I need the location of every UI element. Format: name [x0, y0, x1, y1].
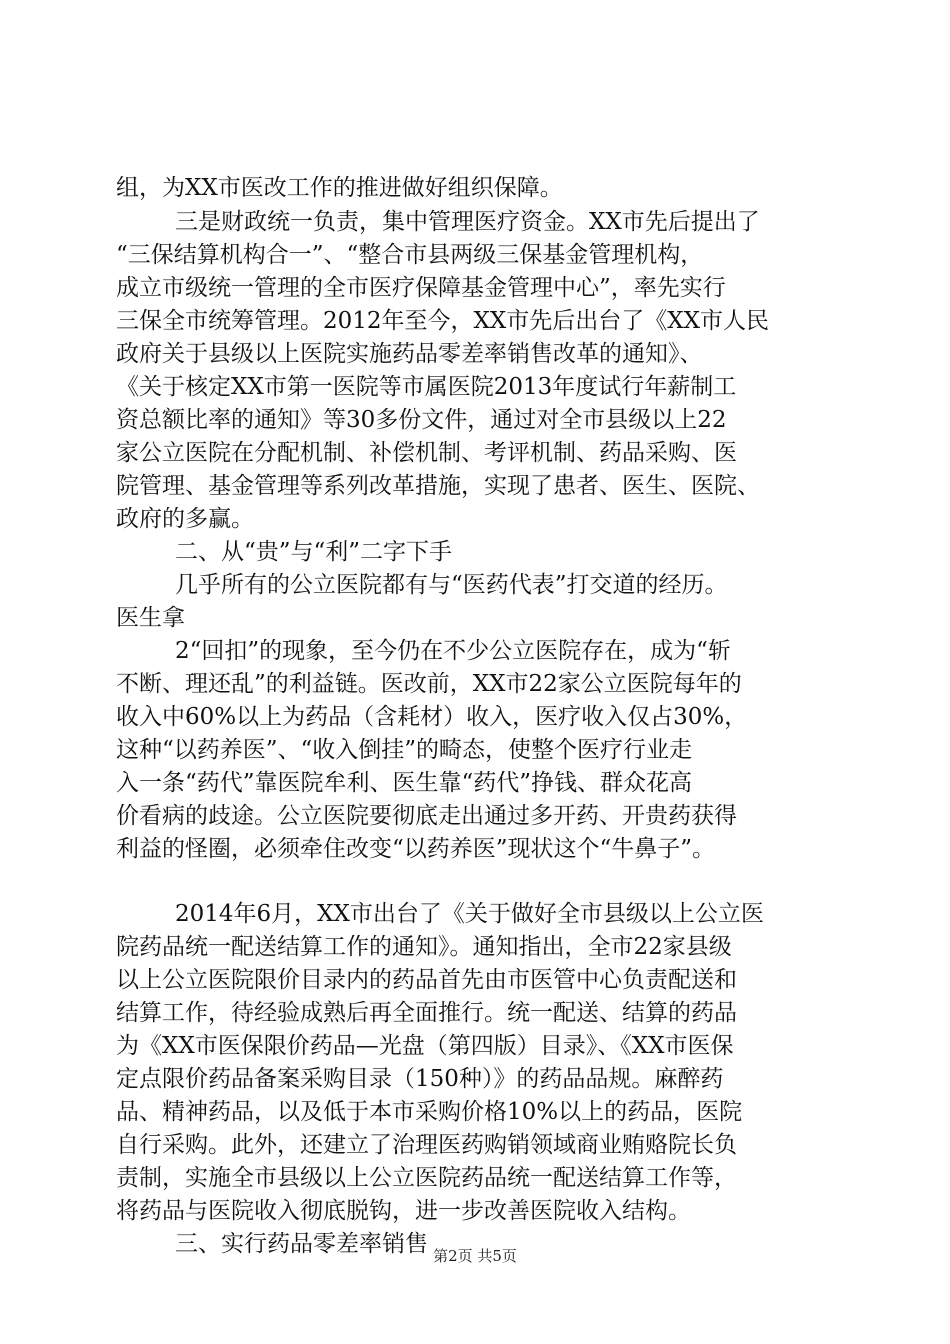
- text-line: 品、精神药品，以及低于本市采购价格10%以上的药品，医院: [116, 1099, 743, 1125]
- text-line: 责制，实施全市县级以上公立医院药品统一配送结算工作等，: [116, 1165, 737, 1191]
- text-line: 三是财政统一负责，集中管理医疗资金。XX市先后提出了: [175, 209, 760, 235]
- section-heading: 三、实行药品零差率销售: [175, 1231, 428, 1257]
- text-line: 组，为XX市医改工作的推进做好组织保障。: [116, 175, 563, 201]
- text-line: 《关于核定XX市第一医院等市属医院2013年度试行年薪制工: [116, 374, 737, 400]
- text-line: 政府的多赢。: [116, 506, 254, 532]
- text-line: 自行采购。此外，还建立了治理医药购销领域商业贿赂院长负: [116, 1132, 737, 1158]
- page-number: 第2页 共5页: [433, 1247, 517, 1265]
- text-line: 入一条“药代”靠医院牟利、医生靠“药代”挣钱、群众花高: [116, 770, 693, 796]
- text-line: 2“回扣”的现象，至今仍在不少公立医院存在，成为“斩: [175, 638, 731, 664]
- text-line: 三保全市统筹管理。2012年至今，XX市先后出台了《XX市人民: [116, 308, 770, 334]
- text-line: 资总额比率的通知》等30多份文件，通过对全市县级以上22: [116, 407, 727, 433]
- text-line: 政府关于县级以上医院实施药品零差率销售改革的通知》、: [116, 341, 703, 367]
- text-line: 以上公立医院限价目录内的药品首先由市医管中心负责配送和: [116, 967, 737, 993]
- text-line: 定点限价药品备案采购目录（150种）》的药品品规。麻醉药: [116, 1066, 724, 1092]
- text-line: 医生拿: [116, 605, 185, 631]
- text-line: 为《XX市医保限价药品—光盘（第四版）目录》、《XX市医保: [116, 1033, 734, 1059]
- text-line: 院药品统一配送结算工作的通知》。通知指出，全市22家县级: [116, 934, 732, 960]
- text-line: 院管理、基金管理等系列改革措施，实现了患者、医生、医院、: [116, 473, 760, 499]
- text-line: 结算工作，待经验成熟后再全面推行。统一配送、结算的药品: [116, 1000, 737, 1026]
- text-line: 成立市级统一管理的全市医疗保障基金管理中心”，率先实行: [116, 275, 726, 301]
- text-line: 收入中60%以上为药品（含耗材）收入，医疗收入仅占30%，: [116, 704, 748, 730]
- text-line: 家公立医院在分配机制、补偿机制、考评机制、药品采购、医: [116, 440, 737, 466]
- text-line: “三保结算机构合一”、“整合市县两级三保基金管理机构，: [116, 242, 704, 268]
- text-line: 2014年6月，XX市出台了《关于做好全市县级以上公立医: [175, 901, 764, 927]
- text-line: 不断、理还乱”的利益链。医改前，XX市22家公立医院每年的: [116, 671, 742, 697]
- text-line: 将药品与医院收入彻底脱钩，进一步改善医院收入结构。: [116, 1198, 691, 1224]
- section-heading: 二、从“贵”与“利”二字下手: [175, 539, 453, 565]
- text-line: 几乎所有的公立医院都有与“医药代表”打交道的经历。: [175, 572, 728, 598]
- text-line: 价看病的歧途。公立医院要彻底走出通过多开药、开贵药获得: [116, 803, 737, 829]
- text-line: 这种“以药养医”、“收入倒挂”的畸态，使整个医疗行业走: [116, 737, 693, 763]
- text-line: 利益的怪圈，必须牵住改变“以药养医”现状这个“牛鼻子”。: [116, 836, 716, 862]
